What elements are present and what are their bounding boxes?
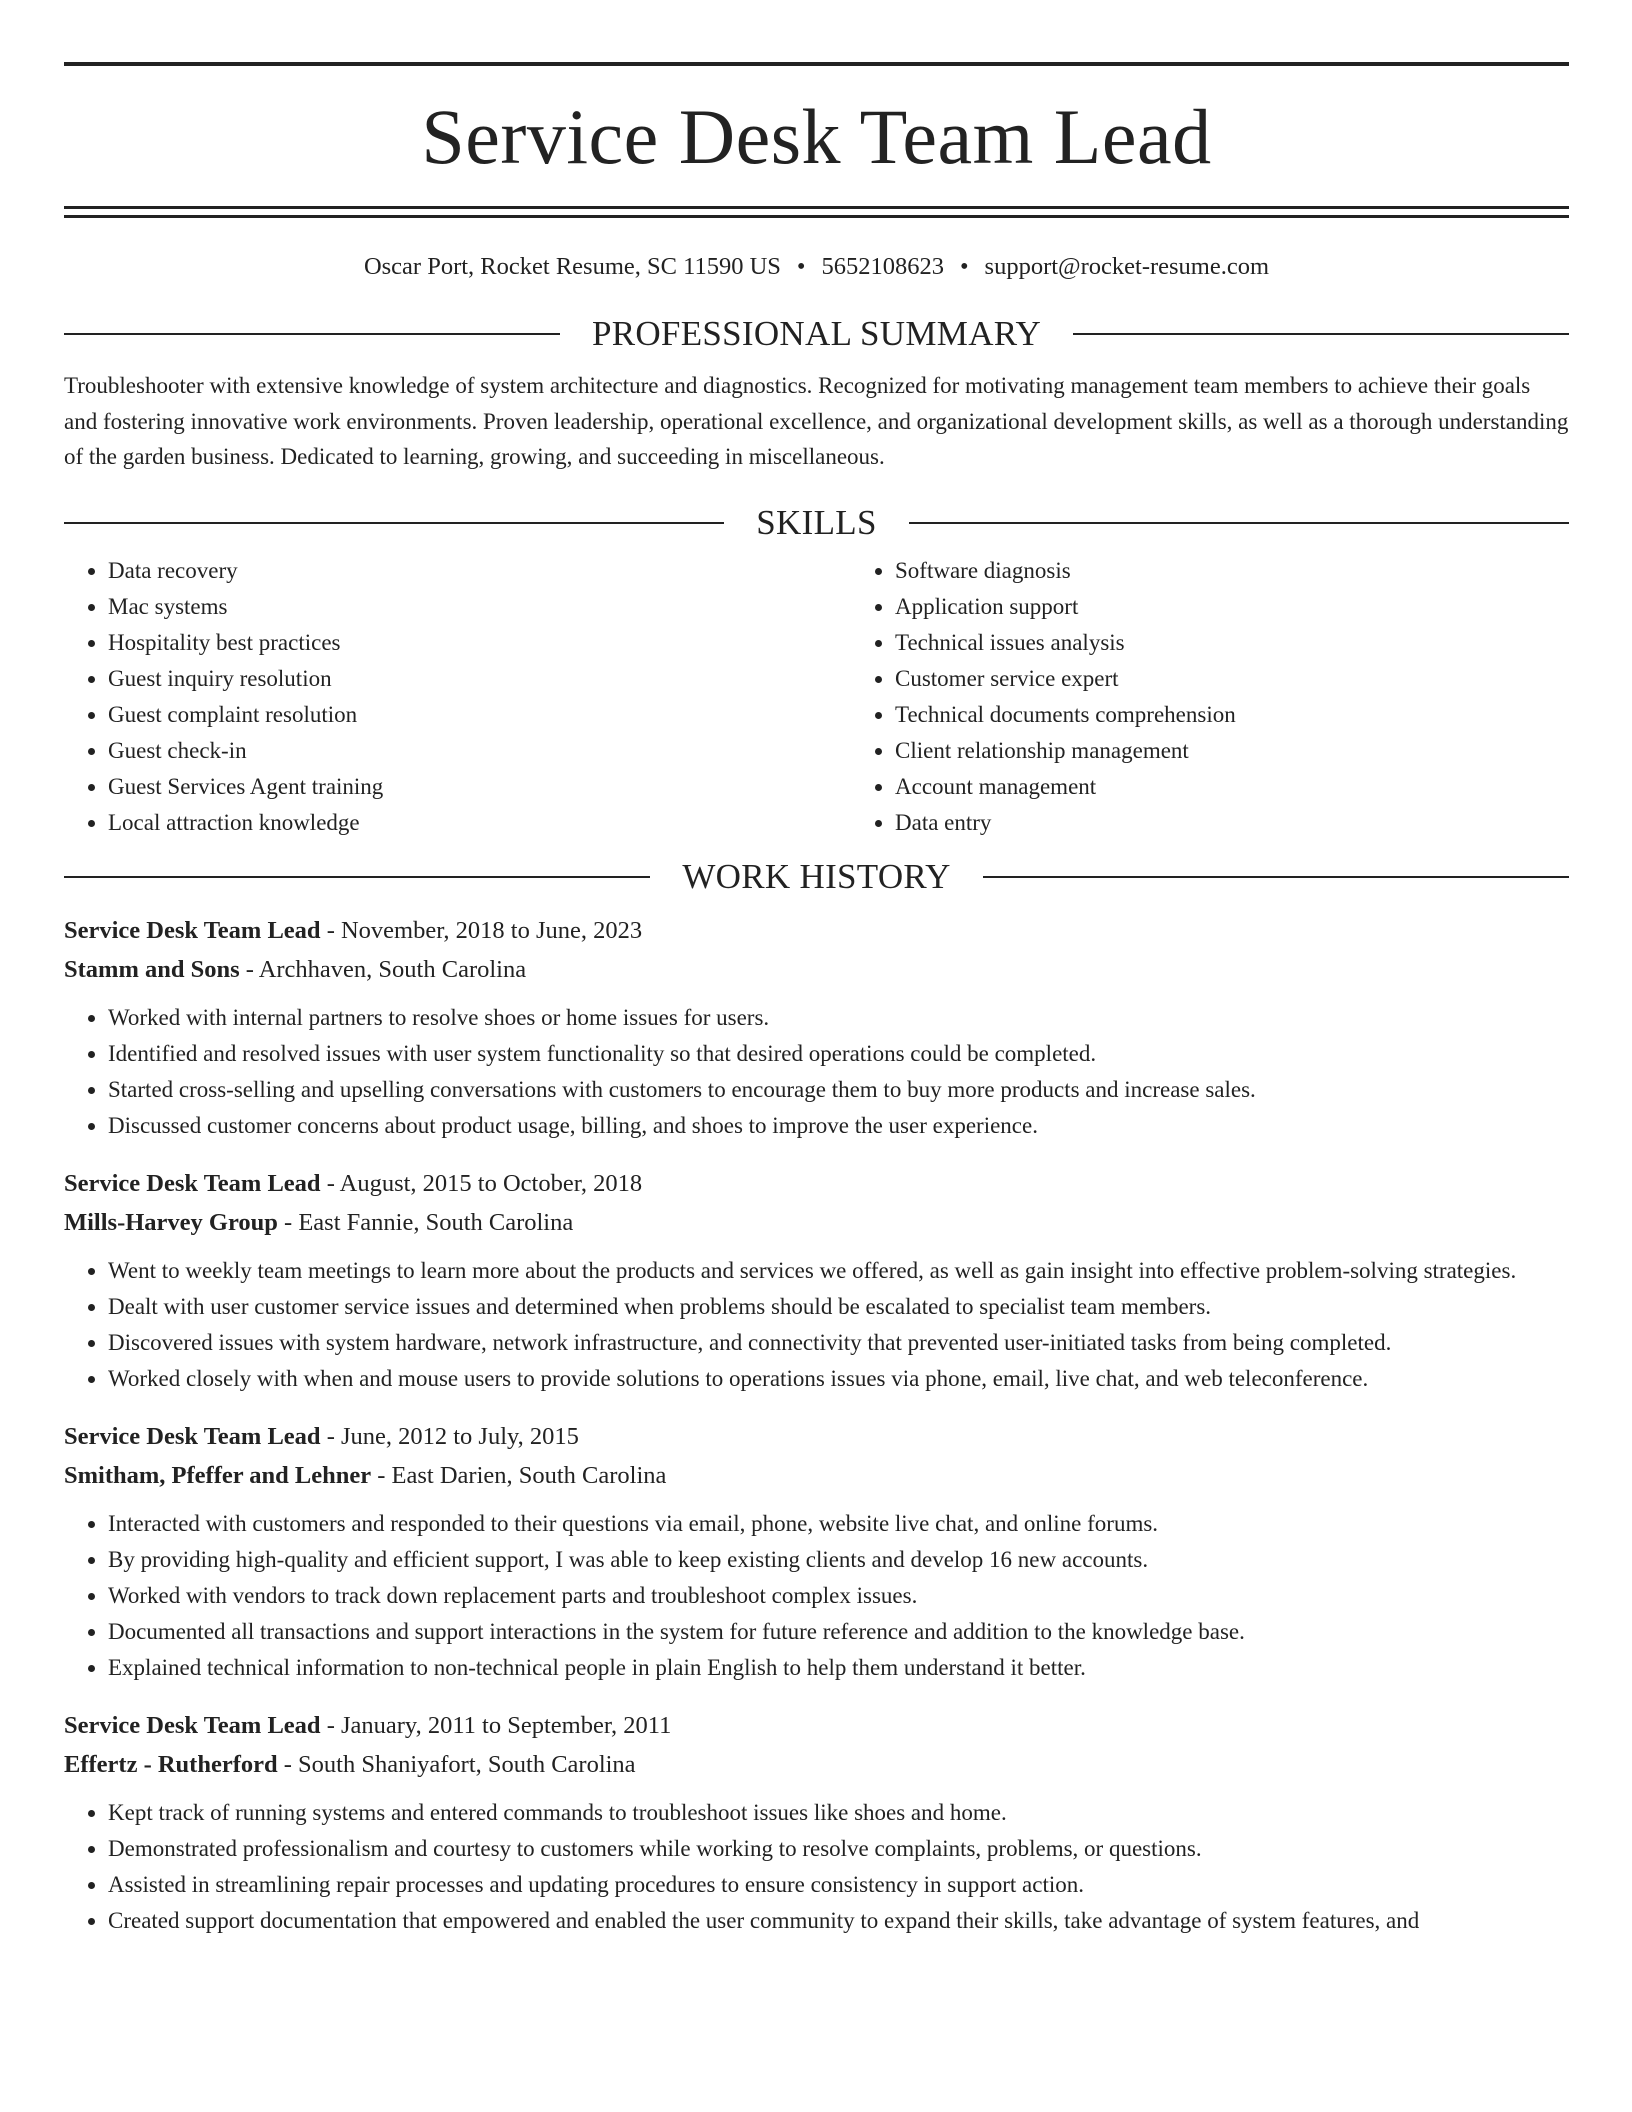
list-item: • Started cross-selling and upselling conversations with customers to encourage them to buy more products and increase sales. xyxy=(108,1072,1569,1108)
job-dates: - June, 2012 to July, 2015 xyxy=(320,1422,579,1450)
list-item: • Software diagnosis xyxy=(895,553,1569,589)
job-company: Effertz - Rutherford xyxy=(64,1750,278,1778)
list-item: • Demonstrated professionalism and courtesy to customers while working to resolve complaints, problems, or questions. xyxy=(108,1831,1569,1867)
list-item: • Went to weekly team meetings to learn more about the products and services we offered, as well as gain insight into effective problem-solving strategies. xyxy=(108,1253,1569,1289)
list-item: • Assisted in streamlining repair processes and updating procedures to ensure consistency in support action. xyxy=(108,1867,1569,1903)
work-heading-label: WORK HISTORY xyxy=(682,856,951,896)
list-item: • Dealt with user customer service issues and determined when problems should be escalated to specialist team members. xyxy=(108,1289,1569,1325)
list-item: • Local attraction knowledge xyxy=(108,805,851,841)
resume-title: Service Desk Team Lead xyxy=(421,93,1212,180)
summary-heading xyxy=(64,314,1569,354)
list-item: • Documented all transactions and support interactions in the system for future reference and addition to the knowledge base. xyxy=(108,1614,1569,1650)
list-item: • Guest check-in xyxy=(108,733,851,769)
job-title-line xyxy=(64,911,1569,950)
summary-text: Troubleshooter with extensive knowledge of system architecture and diagnostics. Recognized for motivating management team members to achieve their goals and fostering innovative work environments. Proven leadership, operational excellence, and organizational development skills, as well as a thorough understanding of the garden business. Dedicated to learning, growing, and succeeding in miscellaneous. xyxy=(64,373,1569,469)
list-item: • Explained technical information to non-technical people in plain English to help them understand it better. xyxy=(108,1650,1569,1686)
heading-rule xyxy=(64,876,650,878)
list-item: • Technical documents comprehension xyxy=(895,697,1569,733)
list-item: • Account management xyxy=(895,769,1569,805)
job-dates: - November, 2018 to June, 2023 xyxy=(320,916,643,944)
job-entry xyxy=(64,1706,1569,1939)
job-title-line xyxy=(64,1417,1569,1456)
job-bullets xyxy=(64,1795,1569,1939)
list-item: • Guest complaint resolution xyxy=(108,697,851,733)
top-rule xyxy=(64,62,1569,66)
job-location: - East Fannie, South Carolina xyxy=(277,1208,574,1236)
job-bullets xyxy=(64,1000,1569,1144)
job-bullets xyxy=(64,1253,1569,1397)
list-item: • Identified and resolved issues with user system functionality so that desired operations could be completed. xyxy=(108,1036,1569,1072)
contact-separator: • xyxy=(796,253,806,280)
resume-page xyxy=(64,62,1569,1939)
list-item: • Mac systems xyxy=(108,589,851,625)
heading-rule xyxy=(64,333,560,335)
skills-heading xyxy=(64,503,1569,543)
list-item: • Data recovery xyxy=(108,553,851,589)
list-item: • Worked with vendors to track down replacement parts and troubleshoot complex issues. xyxy=(108,1578,1569,1614)
skills-list-right xyxy=(851,553,1569,841)
job-company: Stamm and Sons xyxy=(64,955,240,983)
job-company-line xyxy=(64,1456,1569,1495)
list-item: • Interacted with customers and responded to their questions via email, phone, website live chat, and online forums. xyxy=(108,1506,1569,1542)
contact-address: Oscar Port, Rocket Resume, SC 11590 US xyxy=(363,253,781,280)
job-company-line xyxy=(64,1203,1569,1242)
job-title-line xyxy=(64,1706,1569,1745)
contact-line xyxy=(64,252,1569,282)
job-title: Service Desk Team Lead xyxy=(64,916,321,944)
job-location: - South Shaniyafort, South Carolina xyxy=(277,1750,636,1778)
job-company: Mills-Harvey Group xyxy=(64,1208,278,1236)
job-location: - East Darien, South Carolina xyxy=(371,1461,667,1489)
job-bullets xyxy=(64,1506,1569,1686)
job-title: Service Desk Team Lead xyxy=(64,1711,321,1739)
job-entry xyxy=(64,911,1569,1144)
contact-phone: 5652108623 xyxy=(821,253,944,280)
list-item: • Kept track of running systems and entered commands to troubleshoot issues like shoes and home. xyxy=(108,1795,1569,1831)
job-dates: - August, 2015 to October, 2018 xyxy=(320,1169,643,1197)
contact-email: support@rocket-resume.com xyxy=(984,253,1270,280)
list-item: • Discussed customer concerns about product usage, billing, and shoes to improve the user experience. xyxy=(108,1108,1569,1144)
contact-separator: • xyxy=(959,253,969,280)
heading-rule xyxy=(64,522,724,524)
list-item: • Client relationship management xyxy=(895,733,1569,769)
job-title: Service Desk Team Lead xyxy=(64,1422,321,1450)
list-item: • Technical issues analysis xyxy=(895,625,1569,661)
summary-heading-label: PROFESSIONAL SUMMARY xyxy=(591,314,1042,353)
list-item: • Discovered issues with system hardware, network infrastructure, and connectivity that prevented user-initiated tasks from being completed. xyxy=(108,1325,1569,1361)
title-double-rule xyxy=(64,206,1569,218)
skills-list-left xyxy=(64,553,851,841)
heading-rule xyxy=(909,522,1569,524)
list-item: • Data entry xyxy=(895,805,1569,841)
job-entry xyxy=(64,1417,1569,1686)
heading-rule xyxy=(1073,333,1569,335)
work-heading xyxy=(64,857,1569,897)
job-entry xyxy=(64,1164,1569,1397)
list-item: • Hospitality best practices xyxy=(108,625,851,661)
list-item: • Worked with internal partners to resolve shoes or home issues for users. xyxy=(108,1000,1569,1036)
list-item: • Worked closely with when and mouse users to provide solutions to operations issues via phone, email, live chat, and web teleconference. xyxy=(108,1361,1569,1397)
job-title-line xyxy=(64,1164,1569,1203)
heading-rule xyxy=(983,876,1569,878)
skills-heading-label: SKILLS xyxy=(756,502,877,542)
list-item: • Application support xyxy=(895,589,1569,625)
list-item: • By providing high-quality and efficient support, I was able to keep existing clients and develop 16 new accounts. xyxy=(108,1542,1569,1578)
job-title: Service Desk Team Lead xyxy=(64,1169,321,1197)
list-item: • Customer service expert xyxy=(895,661,1569,697)
job-company-line xyxy=(64,950,1569,989)
job-company: Smitham, Pfeffer and Lehner xyxy=(64,1461,372,1489)
list-item: • Guest inquiry resolution xyxy=(108,661,851,697)
skills-columns xyxy=(64,553,1569,841)
list-item: • Created support documentation that empowered and enabled the user community to expand their skills, take advantage of system features, and xyxy=(108,1903,1569,1939)
list-item: • Guest Services Agent training xyxy=(108,769,851,805)
job-dates: - January, 2011 to September, 2011 xyxy=(320,1711,672,1739)
work-history-list xyxy=(64,911,1569,1939)
job-company-line xyxy=(64,1745,1569,1784)
job-location: - Archhaven, South Carolina xyxy=(239,955,527,983)
